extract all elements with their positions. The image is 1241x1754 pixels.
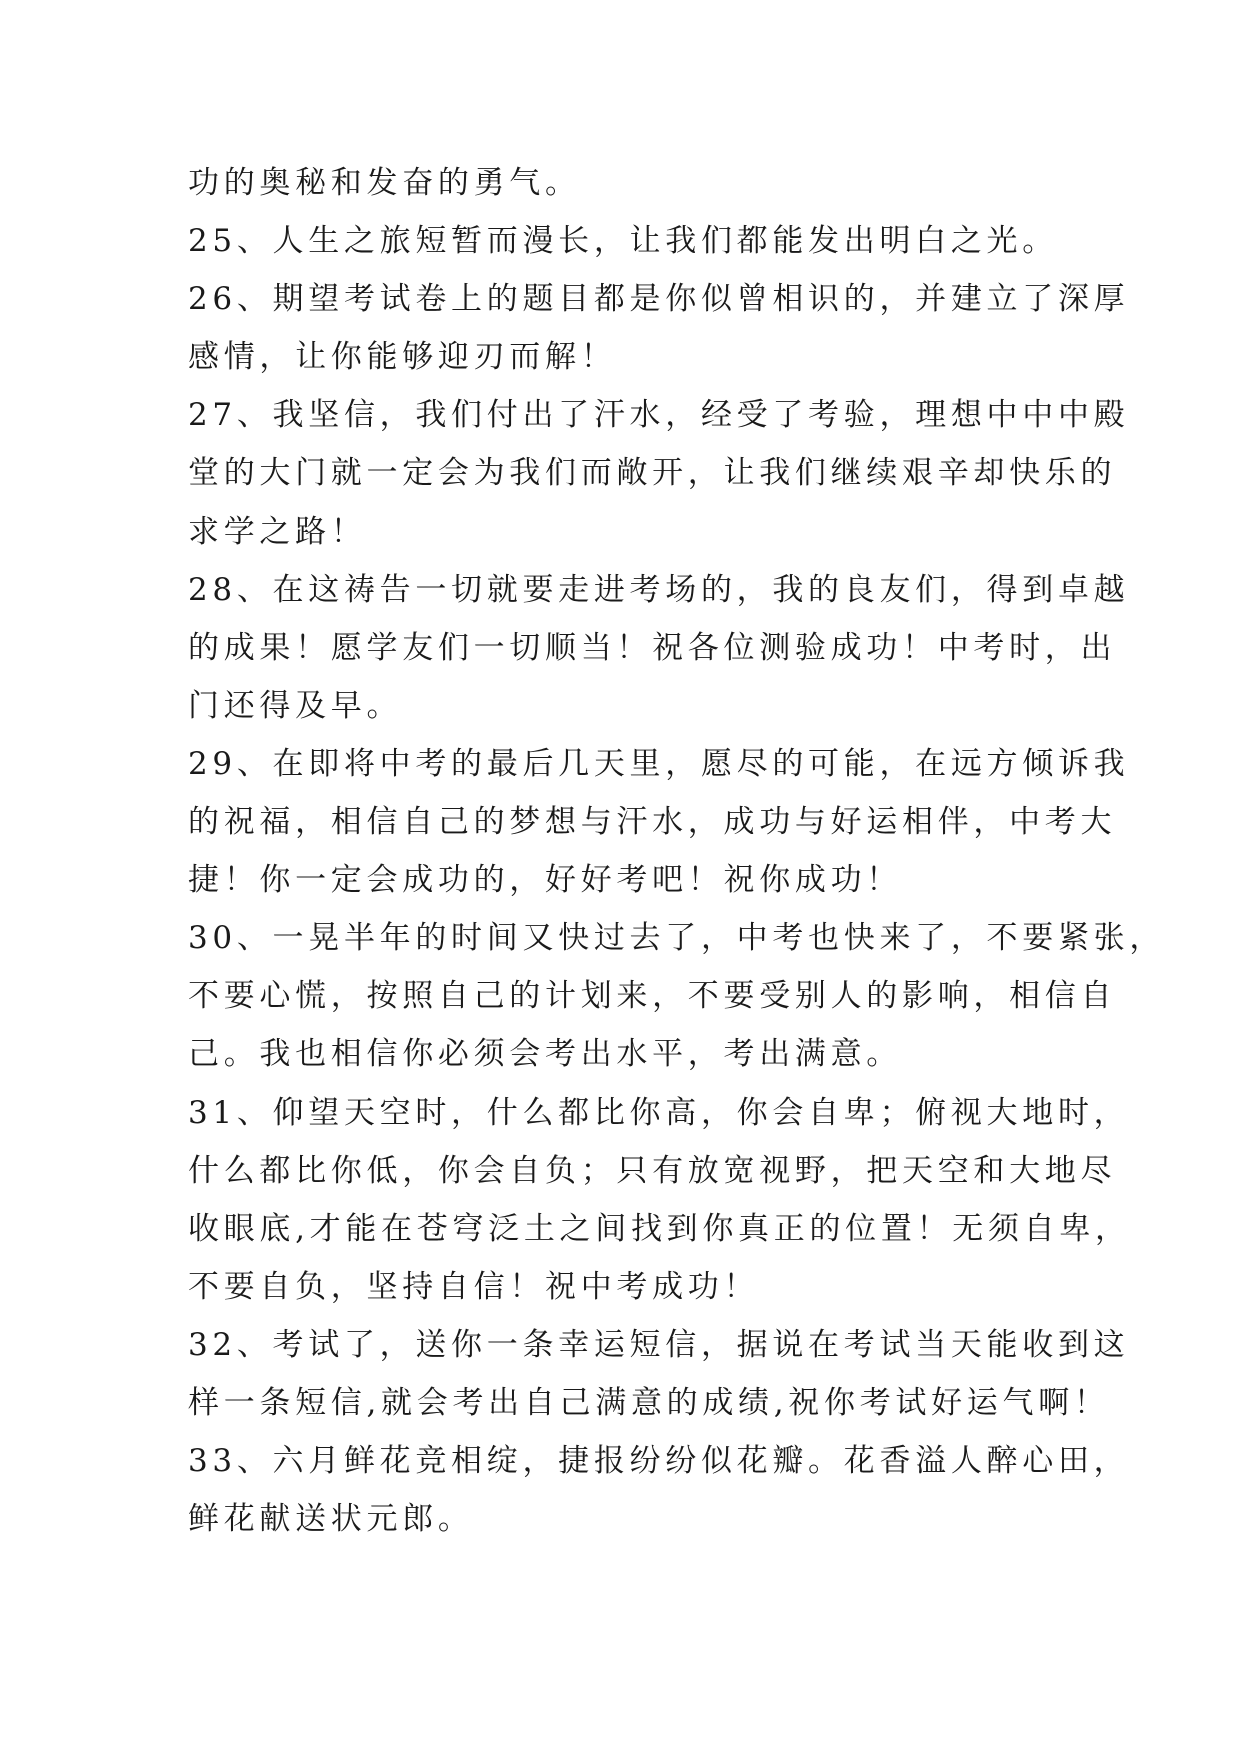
text-line: 感情，让你能够迎刃而解！ xyxy=(188,339,617,376)
text-line: 求学之路！ xyxy=(188,513,367,550)
text-line: 29、在即将中考的最后几天里，愿尽的可能，在远方倾诉我 xyxy=(188,745,1130,782)
text-line: 什么都比你低，你会自负；只有放宽视野，把天空和大地尽 xyxy=(188,1152,1117,1189)
text-line: 收眼底,才能在苍穹泛土之间找到你真正的位置！无须自卑， xyxy=(188,1210,1131,1247)
text-line: 31、仰望天空时，什么都比你高，你会自卑；俯视大地时， xyxy=(188,1094,1130,1131)
document-body xyxy=(188,154,1166,1548)
text-line: 32、考试了，送你一条幸运短信，据说在考试当天能收到这 xyxy=(188,1326,1130,1363)
text-line: 27、我坚信，我们付出了汗水，经受了考验，理想中中中殿 xyxy=(188,397,1130,434)
text-line: 堂的大门就一定会为我们而敞开，让我们继续艰辛却快乐的 xyxy=(188,455,1117,492)
text-line: 26、期望考试卷上的题目都是你似曾相识的，并建立了深厚 xyxy=(188,281,1130,318)
text-line: 25、人生之旅短暂而漫长，让我们都能发出明白之光。 xyxy=(188,223,1058,260)
text-line: 28、在这祷告一切就要走进考场的，我的良友们，得到卓越 xyxy=(188,571,1130,608)
text-line: 样一条短信,就会考出自己满意的成绩,祝你考试好运气啊！ xyxy=(188,1384,1110,1421)
text-line: 功的奥秘和发奋的勇气。 xyxy=(188,165,581,201)
text-line: 门还得及早。 xyxy=(188,687,403,724)
text-line: 捷！你一定会成功的，好好考吧！祝你成功！ xyxy=(188,862,902,899)
text-line: 30、一晃半年的时间又快过去了，中考也快来了，不要紧张， xyxy=(188,920,1166,957)
text-line: 的祝福，相信自己的梦想与汗水，成功与好运相伴，中考大 xyxy=(188,804,1117,841)
text-line: 鲜花献送状元郎。 xyxy=(188,1501,474,1538)
text-line: 33、六月鲜花竞相绽，捷报纷纷似花瓣。花香溢人醉心田， xyxy=(188,1443,1130,1480)
text-line: 的成果！愿学友们一切顺当！祝各位测验成功！中考时，出 xyxy=(188,629,1117,666)
text-line: 己。我也相信你必须会考出水平，考出满意。 xyxy=(188,1036,902,1073)
text-line: 不要自负，坚持自信！祝中考成功！ xyxy=(188,1268,760,1305)
text-line: 不要心慌，按照自己的计划来，不要受别人的影响，相信自 xyxy=(188,978,1117,1015)
